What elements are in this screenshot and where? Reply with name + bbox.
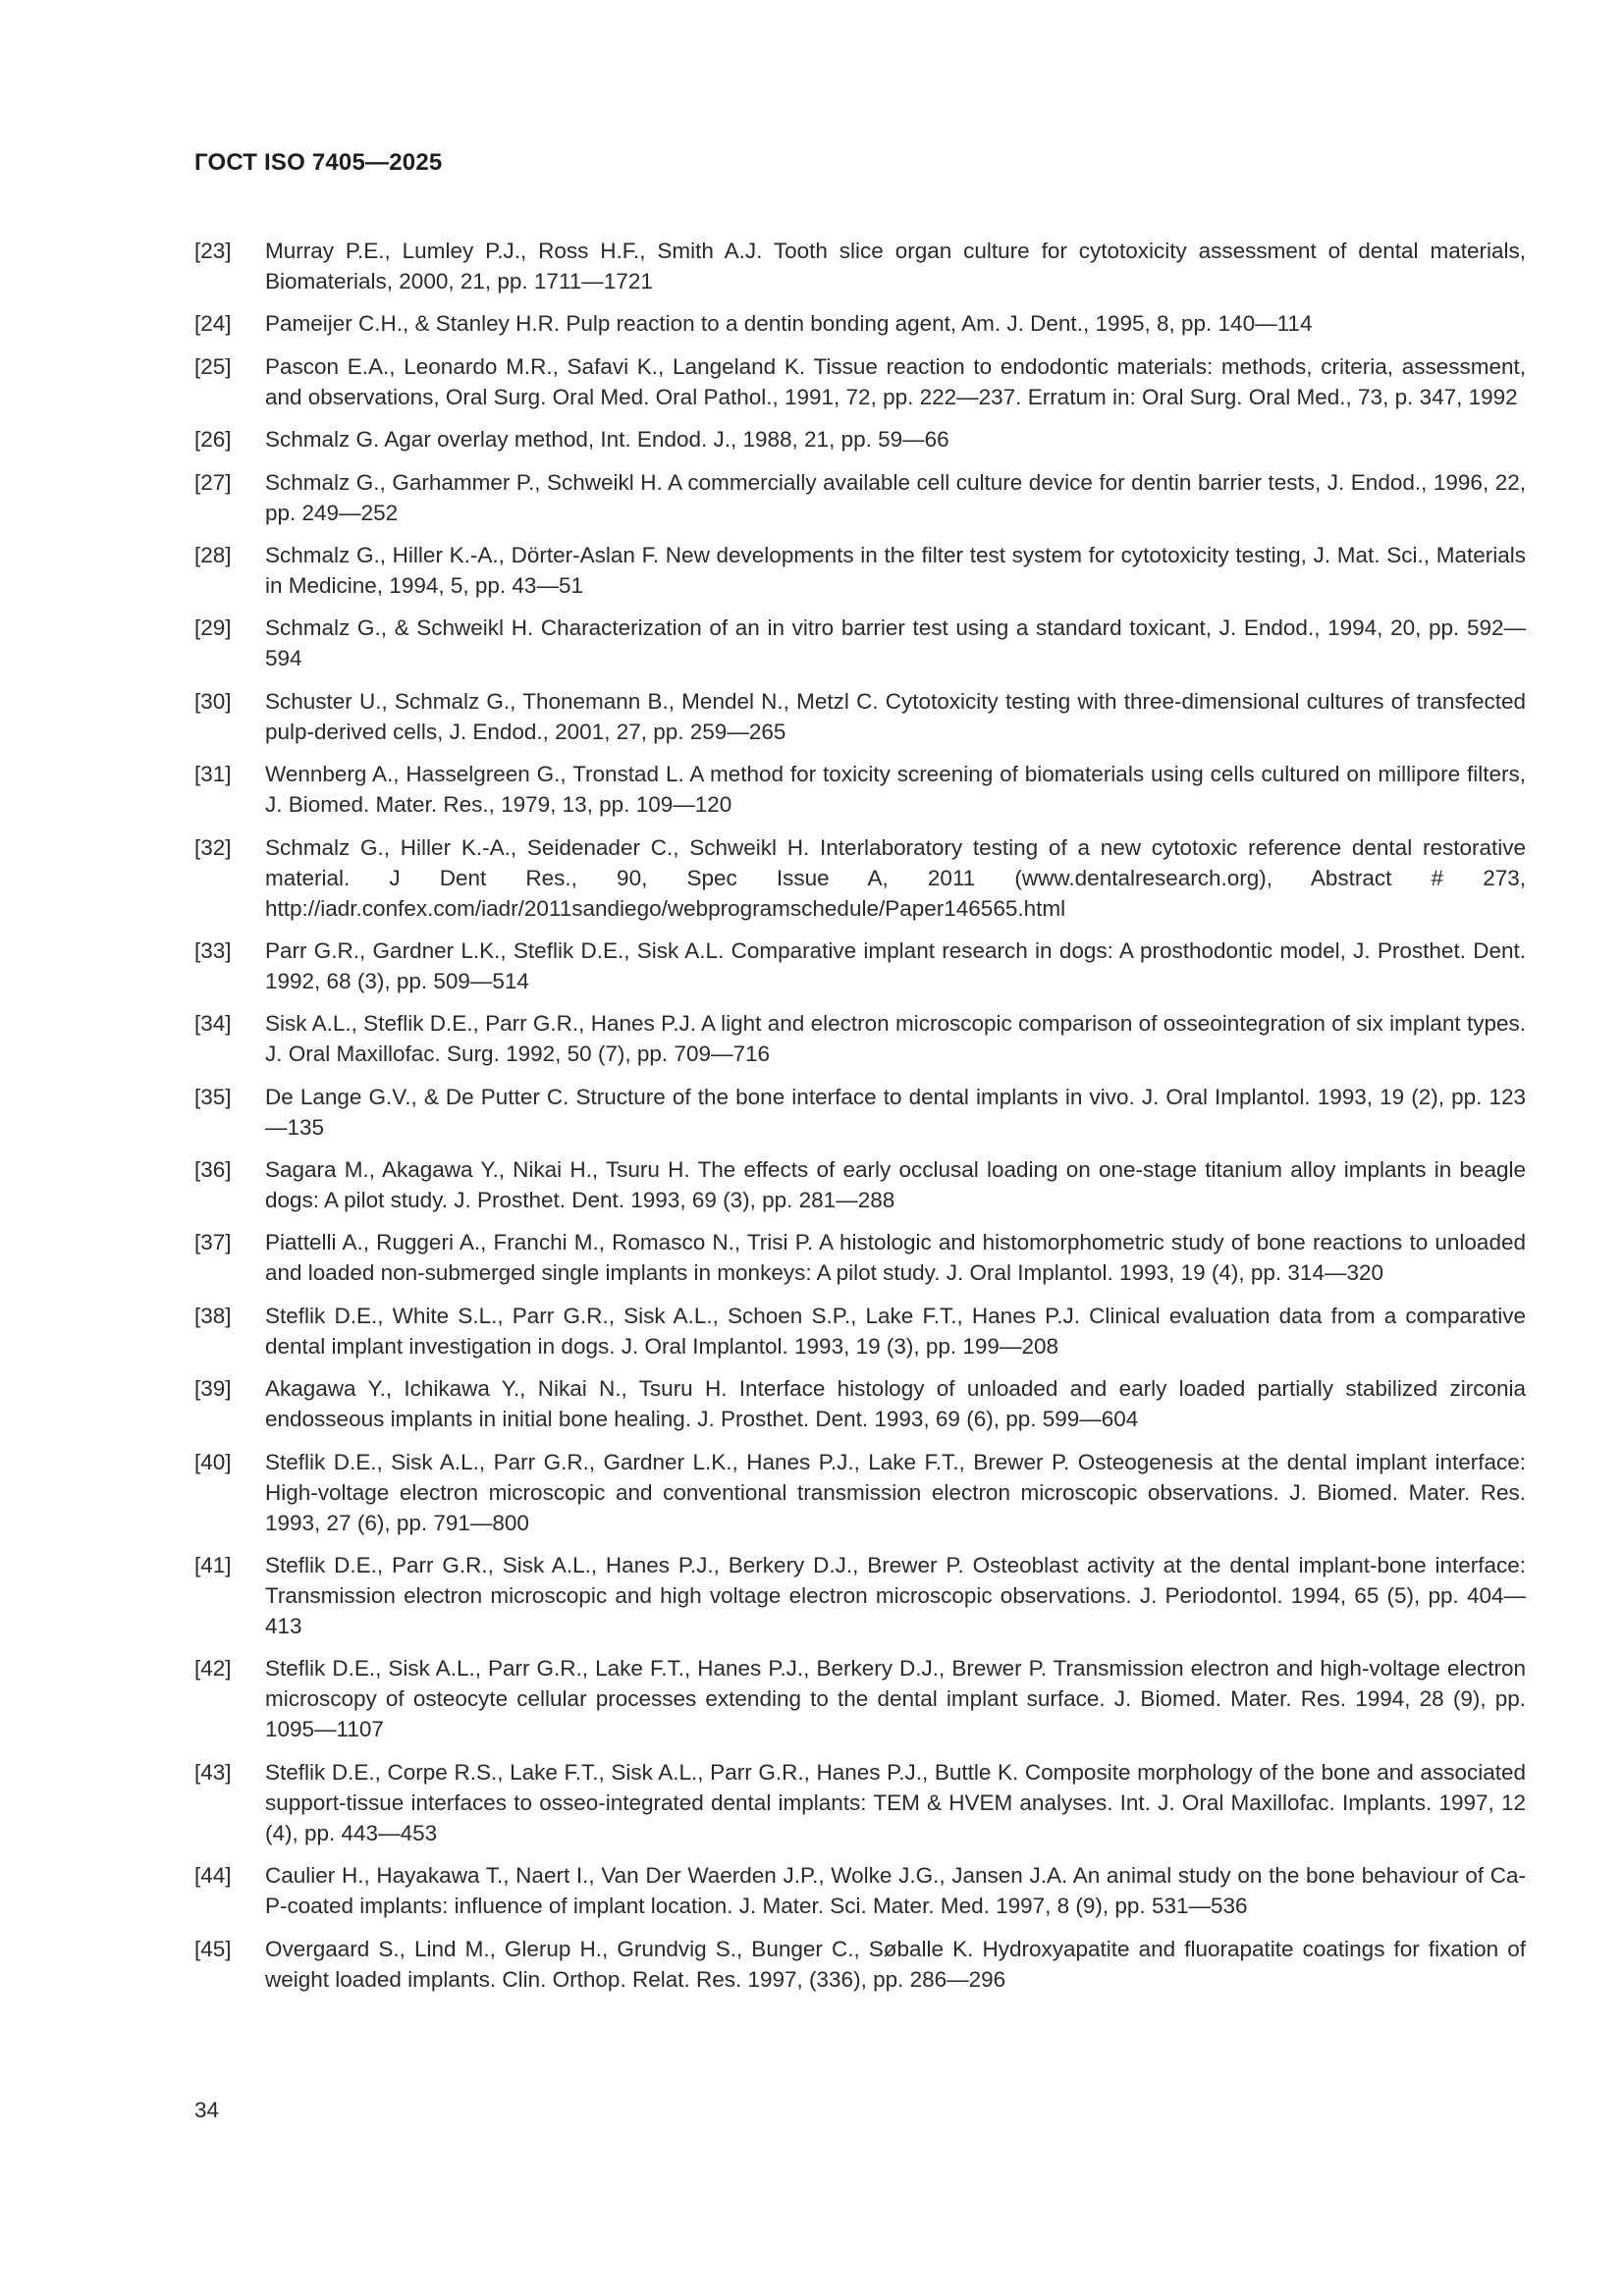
reference-item xyxy=(194,759,1526,820)
reference-text: Sagara M., Akagawa Y., Nikai H., Tsuru H. The effects of early occlusal loading on one-stage titanium alloy implants in beagle dogs: A pilot study. J. Prosthet. Dent. 1993, 69 (3), pp. 281—288 xyxy=(265,1157,1526,1213)
page-number: 34 xyxy=(194,2098,220,2122)
reference-number: [35] xyxy=(194,1084,232,1109)
reference-text: Akagawa Y., Ichikawa Y., Nikai N., Tsuru H. Interface histology of unloaded and early loaded partially stabilized zirconia endosseous implants in initial bone healing. J. Prosthet. Dent. 1993, 69 (6), pp. 599—604 xyxy=(265,1376,1526,1432)
reference-item xyxy=(194,1082,1526,1143)
reference-item xyxy=(194,1008,1526,1069)
reference-list xyxy=(194,236,1526,2006)
reference-item xyxy=(194,832,1526,924)
reference-item xyxy=(194,1757,1526,1848)
reference-text: Sisk A.L., Steflik D.E., Parr G.R., Hanes P.J. A light and electron microscopic comparison of osseointegration of six implant types. J. Oral Maxillofac. Surg. 1992, 50 (7), pp. 709—716 xyxy=(265,1011,1526,1067)
reference-number: [31] xyxy=(194,762,232,787)
reference-item xyxy=(194,1301,1526,1362)
reference-number: [38] xyxy=(194,1303,232,1328)
reference-item xyxy=(194,351,1526,412)
reference-text: Schmalz G., Garhammer P., Schweikl H. A commercially available cell culture device for dentin barrier tests, J. Endod., 1996, 22, pp. 249—252 xyxy=(265,469,1526,525)
reference-item xyxy=(194,1653,1526,1744)
reference-item xyxy=(194,1447,1526,1538)
reference-item xyxy=(194,1934,1526,1995)
reference-text: Wennberg A., Hasselgreen G., Tronstad L. A method for toxicity screening of biomaterials using cells cultured on millipore filters, J. Biomed. Mater. Res., 1979, 13, pp. 109—120 xyxy=(265,762,1526,818)
reference-item xyxy=(194,686,1526,747)
reference-item xyxy=(194,236,1526,296)
reference-item xyxy=(194,308,1526,339)
reference-number: [26] xyxy=(194,427,232,453)
reference-number: [27] xyxy=(194,469,232,495)
reference-item xyxy=(194,1860,1526,1921)
reference-text: Steflik D.E., Sisk A.L., Parr G.R., Lake F.T., Hanes P.J., Berkery D.J., Brewer P. Transmission electron and high-voltage electron microscopy of osteocyte cellular processes extending to the dental implant surface. J. Biomed. Mater. Res. 1994, 28 (9), pp. 1095—1107 xyxy=(265,1656,1526,1742)
reference-item xyxy=(194,1227,1526,1288)
reference-text: Murray P.E., Lumley P.J., Ross H.F., Smith A.J. Tooth slice organ culture for cytotoxicity assessment of dental materials, Biomaterials, 2000, 21, pp. 1711—1721 xyxy=(265,239,1526,294)
reference-item xyxy=(194,613,1526,673)
reference-number: [45] xyxy=(194,1936,232,1961)
reference-text: Parr G.R., Gardner L.K., Steflik D.E., Sisk A.L. Comparative implant research in dogs: A prosthodontic model, J. Prosthet. Dent. 1992, 68 (3), pp. 509—514 xyxy=(265,937,1526,993)
document-header: ГОСТ ISO 7405—2025 xyxy=(194,149,443,176)
reference-number: [28] xyxy=(194,542,232,567)
reference-number: [32] xyxy=(194,834,232,860)
reference-number: [40] xyxy=(194,1449,232,1474)
reference-text: Steflik D.E., Sisk A.L., Parr G.R., Gardner L.K., Hanes P.J., Lake F.T., Brewer P. Osteogenesis at the dental implant interface: High-voltage electron microscopic and conventional transmission electron microscopic observations. J. Biomed. Mater. Res. 1993, 27 (6), pp. 791—800 xyxy=(265,1449,1526,1535)
reference-number: [42] xyxy=(194,1656,232,1682)
reference-text: Pameijer C.H., & Stanley H.R. Pulp reaction to a dentin bonding agent, Am. J. Dent., 1995, 8, pp. 140—114 xyxy=(265,311,1313,337)
reference-text: Piattelli A., Ruggeri A., Franchi M., Romasco N., Trisi P. A histologic and histomorphometric study of bone reactions to unloaded and loaded non-submerged single implants in monkeys: A pilot study. J. Oral Implantol. 1993, 19 (4), pp. 314—320 xyxy=(265,1230,1526,1286)
reference-text: Caulier H., Hayakawa T., Naert I., Van Der Waerden J.P., Wolke J.G., Jansen J.A. An animal study on the bone behaviour of Ca-P-coated implants: influence of implant location. J. Mater. Sci. Mater. Med. 1997, 8 (9), pp. 531—536 xyxy=(265,1863,1526,1919)
reference-number: [44] xyxy=(194,1863,232,1889)
reference-text: Schmalz G., & Schweikl H. Characterization of an in vitro barrier test using a standard toxicant, J. Endod., 1994, 20, pp. 592—594 xyxy=(265,615,1526,671)
reference-number: [43] xyxy=(194,1759,232,1785)
reference-text: Schmalz G., Hiller K.-A., Seidenader C., Schweikl H. Interlaboratory testing of a new cytotoxic reference dental restorative material. J Dent Res., 90, Spec Issue A, 2011 (www.dentalresearch.org), Abstract # 273, http://iadr.confex.com/iadr/2011sandiego/webprogramschedule/Paper146565.html xyxy=(265,834,1526,921)
reference-text: De Lange G.V., & De Putter C. Structure of the bone interface to dental implants in vivo. J. Oral Implantol. 1993, 19 (2), pp. 123—135 xyxy=(265,1084,1526,1140)
reference-item xyxy=(194,467,1526,528)
reference-number: [25] xyxy=(194,353,232,379)
reference-text: Schmalz G. Agar overlay method, Int. Endod. J., 1988, 21, pp. 59—66 xyxy=(265,427,949,453)
reference-number: [33] xyxy=(194,937,232,963)
reference-number: [24] xyxy=(194,311,232,337)
reference-number: [41] xyxy=(194,1553,232,1578)
reference-text: Steflik D.E., White S.L., Parr G.R., Sisk A.L., Schoen S.P., Lake F.T., Hanes P.J. Clinical evaluation data from a comparative dental implant investigation in dogs. J. Oral Implantol. 1993, 19 (3), pp. 199—208 xyxy=(265,1303,1526,1359)
reference-text: Schuster U., Schmalz G., Thonemann B., Mendel N., Metzl C. Cytotoxicity testing with three-dimensional cultures of transfected pulp-derived cells, J. Endod., 2001, 27, pp. 259—265 xyxy=(265,688,1526,744)
reference-item xyxy=(194,935,1526,996)
reference-number: [36] xyxy=(194,1157,232,1183)
reference-number: [39] xyxy=(194,1376,232,1402)
reference-item xyxy=(194,1373,1526,1434)
reference-text: Steflik D.E., Parr G.R., Sisk A.L., Hanes P.J., Berkery D.J., Brewer P. Osteoblast activity at the dental implant-bone interface: Transmission electron microscopic and high voltage electron microscopic observations. J. Periodontol. 1994, 65 (5), pp. 404—413 xyxy=(265,1553,1526,1639)
reference-number: [23] xyxy=(194,239,232,263)
reference-number: [29] xyxy=(194,615,232,641)
reference-number: [30] xyxy=(194,688,232,714)
reference-item xyxy=(194,1154,1526,1215)
reference-text: Steflik D.E., Corpe R.S., Lake F.T., Sisk A.L., Parr G.R., Hanes P.J., Buttle K. Composite morphology of the bone and associated support-tissue interfaces to osseo-integrated dental implants: TEM & HVEM analyses. Int. J. Oral Maxillofac. Implants. 1997, 12 (4), pp. 443—453 xyxy=(265,1759,1526,1845)
reference-text: Overgaard S., Lind M., Glerup H., Grundvig S., Bunger C., Søballe K. Hydroxyapatite and fluorapatite coatings for fixation of weight loaded implants. Clin. Orthop. Relat. Res. 1997, (336), pp. 286—296 xyxy=(265,1936,1526,1992)
reference-text: Schmalz G., Hiller K.-A., Dörter-Aslan F. New developments in the filter test system for cytotoxicity testing, J. Mat. Sci., Materials in Medicine, 1994, 5, pp. 43—51 xyxy=(265,542,1526,598)
reference-item xyxy=(194,424,1526,454)
reference-number: [34] xyxy=(194,1011,232,1037)
reference-number: [37] xyxy=(194,1230,232,1255)
reference-text: Pascon E.A., Leonardo M.R., Safavi K., Langeland K. Tissue reaction to endodontic materials: methods, criteria, assessment, and observations, Oral Surg. Oral Med. Oral Pathol., 1991, 72, pp. 222—237. Erratum in: Oral Surg. Oral Med., 73, p. 347, 1992 xyxy=(265,353,1526,409)
reference-item xyxy=(194,540,1526,601)
reference-item xyxy=(194,1550,1526,1641)
